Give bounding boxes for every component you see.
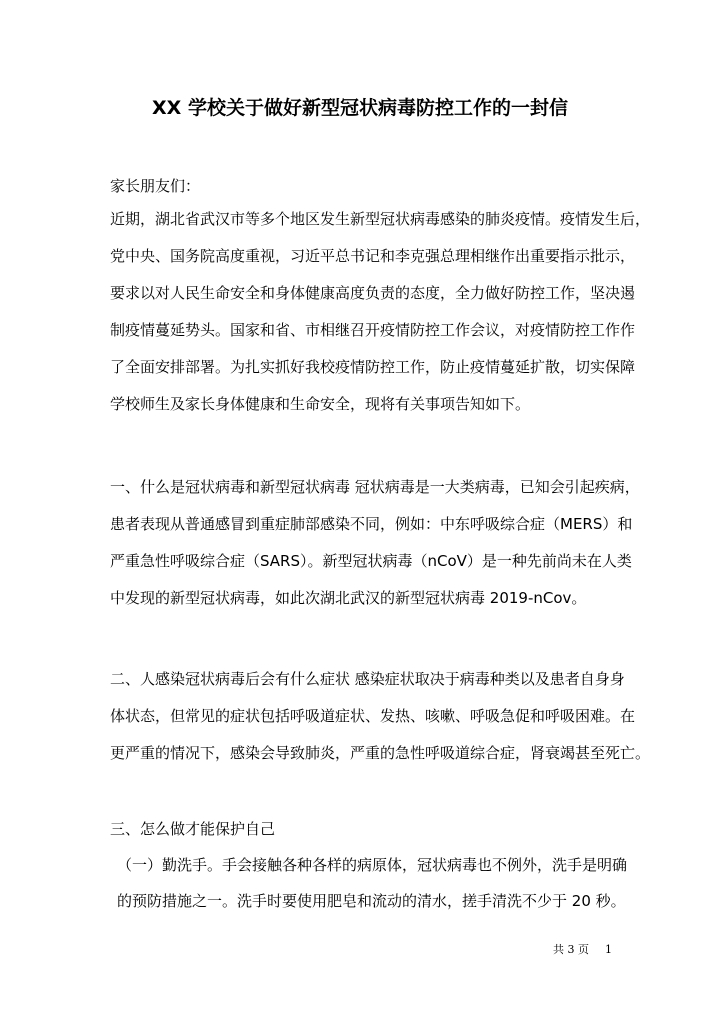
intro-line-3: 要求以对人民生命安全和身体健康高度负责的态度，全力做好防控工作，坚决遏 (110, 284, 636, 302)
section3-heading: 三、怎么做才能保护自己 (110, 820, 276, 838)
intro-line-4: 制疫情蔓延势头。国家和省、市相继召开疫情防控工作会议，对疫情防控工作作 (110, 321, 636, 339)
page-footer (520, 942, 612, 958)
section1-line-2: 患者表现从普通感冒到重症肺部感染不同，例如：中东呼吸综合症（MERS）和 (110, 515, 633, 533)
section3-item1-line-2: 的预防措施之一。洗手时要使用肥皂和流动的清水，搓手清洗不少于 20 秒。 (117, 892, 626, 910)
section2-line-1: 二、人感染冠状病毒后会有什么症状 感染症状取决于病毒种类以及患者自身身 (110, 670, 625, 688)
letter-title: XX 学校关于做好新型冠状病毒防控工作的一封信 (152, 97, 568, 119)
section3-item1-line-1: （一）勤洗手。手会接触各种各样的病原体，冠状病毒也不例外，洗手是明确 (117, 856, 628, 874)
total-pages-label: 共 3 页 (553, 943, 589, 956)
intro-line-2: 党中央、国务院高度重视，习近平总书记和李克强总理相继作出重要指示批示， (110, 247, 636, 265)
greeting: 家长朋友们： (110, 177, 201, 195)
intro-line-1: 近期，湖北省武汉市等多个地区发生新型冠状病毒感染的肺炎疫情。疫情发生后， (110, 210, 651, 228)
section1-line-4: 中发现的新型冠状病毒，如此次湖北武汉的新型冠状病毒 2019-nCov。 (110, 589, 587, 607)
section2-line-2: 体状态，但常见的症状包括呼吸道症状、发热、咳嗽、呼吸急促和呼吸困难。在 (110, 707, 636, 725)
section1-line-3: 严重急性呼吸综合症（SARS）。新型冠状病毒（nCoV）是一种先前尚未在人类 (110, 552, 632, 570)
section1-line-1: 一、什么是冠状病毒和新型冠状病毒 冠状病毒是一大类病毒，已知会引起疾病， (110, 478, 640, 496)
intro-line-6: 学校师生及家长身体健康和生命安全，现将有关事项告知如下。 (110, 395, 531, 413)
intro-line-5: 了全面安排部署。为扎实抓好我校疫情防控工作，防止疫情蔓延扩散，切实保障 (110, 358, 636, 376)
page-number: 1 (605, 943, 612, 956)
section2-line-3: 更严重的情况下，感染会导致肺炎，严重的急性呼吸道综合症，肾衰竭甚至死亡。 (110, 744, 651, 762)
